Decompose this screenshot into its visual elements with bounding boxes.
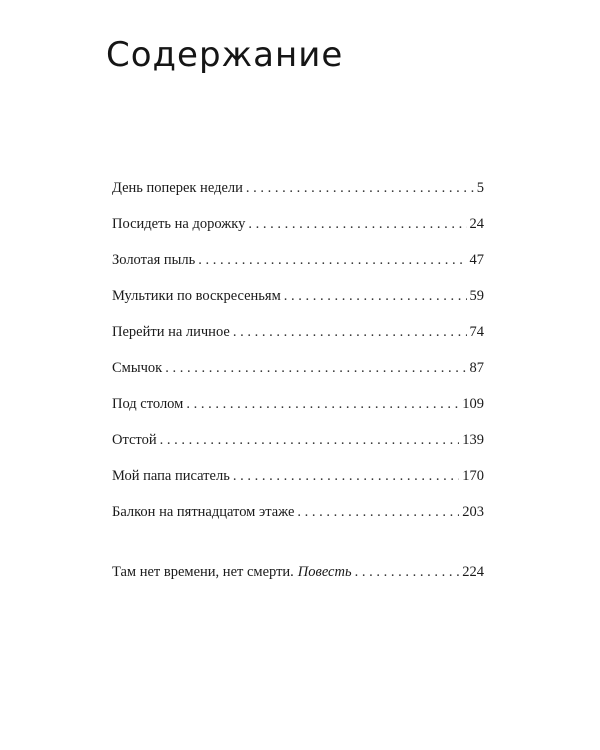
dot-leader: [248, 216, 466, 233]
dot-leader: [165, 360, 466, 377]
toc-entry[interactable]: [112, 252, 484, 288]
entry-title: Перейти на личное: [112, 324, 230, 340]
entry-title: День поперек недели: [112, 180, 243, 196]
page-title: Содержание: [106, 35, 344, 75]
toc-entry[interactable]: [112, 564, 484, 600]
dot-leader: [233, 468, 459, 485]
toc-entry[interactable]: [112, 360, 484, 396]
dot-leader: [297, 504, 459, 521]
entry-subtitle: Повесть: [297, 564, 352, 580]
table-of-contents: [112, 180, 484, 600]
entry-page-number: 139: [462, 432, 484, 448]
entry-page-number: 170: [462, 468, 484, 484]
toc-entry[interactable]: [112, 288, 484, 324]
entry-page-number: 74: [469, 324, 484, 340]
entry-title: Золотая пыль: [112, 252, 196, 268]
toc-entry[interactable]: [112, 396, 484, 432]
entry-page-number: 47: [469, 252, 484, 268]
entry-page-number: 59: [469, 288, 484, 304]
entry-title: Балкон на пятнадцатом этаже: [112, 504, 295, 520]
entry-page-number: 24: [469, 216, 484, 232]
dot-leader: [284, 288, 467, 305]
entry-page-number: 87: [469, 360, 484, 376]
entry-title: Мой папа писатель: [112, 468, 230, 484]
dot-leader: [198, 252, 466, 269]
entry-page-number: 5: [476, 180, 484, 196]
entry-title: Посидеть на дорожку: [112, 216, 246, 232]
entry-title: Смычок: [112, 360, 163, 376]
toc-entry[interactable]: [112, 324, 484, 360]
toc-entry[interactable]: [112, 468, 484, 504]
entry-title: Отстой: [112, 432, 157, 448]
toc-entry[interactable]: [112, 180, 484, 216]
entry-page-number: 203: [462, 504, 484, 520]
entry-title: Там нет времени, нет смерти.: [112, 564, 294, 580]
dot-leader: [233, 324, 467, 341]
dot-leader: [355, 564, 460, 581]
entry-title: Под столом: [112, 396, 184, 412]
toc-entry[interactable]: [112, 432, 484, 468]
dot-leader: [160, 432, 460, 449]
entry-page-number: 109: [462, 396, 484, 412]
entry-page-number: 224: [462, 564, 484, 580]
dot-leader: [186, 396, 459, 413]
dot-leader: [246, 180, 474, 197]
toc-entry[interactable]: [112, 216, 484, 252]
entry-title: Мультики по воскресеньям: [112, 288, 281, 304]
toc-entry[interactable]: [112, 504, 484, 540]
